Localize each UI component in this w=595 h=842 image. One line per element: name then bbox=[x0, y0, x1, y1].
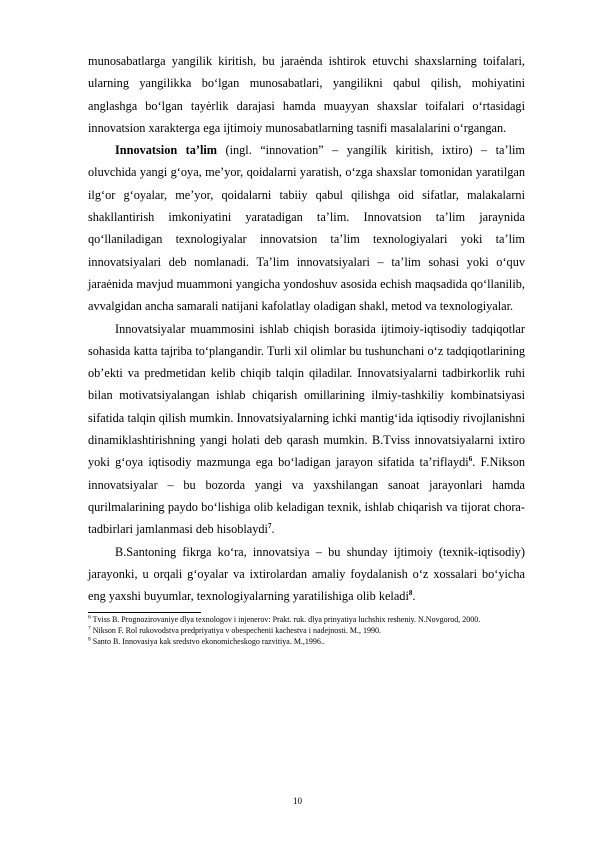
paragraph-4-text-a: B.Santoning fikrga ko‘ra, innovatsiya – bu shunday ijtimoiy (texnik-iqtisodiy) jarayonki, u orqali g‘oyalar va ixtirolardan amaliy foydalanish o‘z xossalari bo‘yicha eng yaxshi buyumlar, texnologiyalarning yaratilishiga olib keladi bbox=[88, 544, 525, 604]
footnote-ref-8[interactable]: 8 bbox=[408, 589, 413, 598]
term-innovatsion-talim: Innovatsion ta’lim bbox=[115, 143, 218, 158]
paragraph-4 bbox=[88, 541, 525, 608]
footnote-text: Santo B. Innovasiya kak sredstvo ekonomicheskogo razvitiya. M.,1996.. bbox=[90, 636, 325, 646]
document-page bbox=[88, 50, 525, 647]
paragraph-3 bbox=[88, 318, 525, 541]
paragraph-4-text-b: . bbox=[412, 589, 416, 604]
paragraph-3-text-c: . bbox=[271, 522, 275, 537]
footnote-text: Tviss B. Prognozirovaniye dlya texnologov i injenerov: Prakt. ruk. dlya prinyatiya luchshix resheniy. N.Novgorod, 2000. bbox=[90, 615, 481, 625]
footnote-7 bbox=[88, 626, 525, 637]
paragraph-3-text-b: . F.Nikson innovatsiyalar – bu bozorda yangi va yaxshilangan sanoat jarayonlari hamda qurilmalarining paydo bo‘lishiga olib keladigan texnik, ishlab chiqarish va tijorat chora-tadbirlari jamlanmasi deb hisoblaydi bbox=[88, 455, 525, 537]
paragraph-3-text-a: Innovatsiyalar muammosini ishlab chiqish borasida ijtimoiy-iqtisodiy tadqiqotlar sohasida katta tajriba to‘plangandir. Turli xil olimlar bu tushunchani o‘z tadqiqotlarining ob’ekti va predmetidan kelib chiqib talqin qiladilar. Innovatsiyalarni tadbirkorlik ruhi bilan motivatsiyalangan ishlab chiqarish omillarining ilmiy-tashkiliy kombinatsiyasi sifatida talqin qilish mumkin. Innovatsiyalarning ichki mantig‘ida iqtisodiy rivojlanishni dinamiklashtirishning yangi holati deb qarash mumkin. B.Tviss innovatsiyalarni ixtiro yoki g‘oya iqtisodiy mazmunga ega bo‘ladigan jarayon sifatida ta’riflaydi bbox=[88, 321, 525, 470]
paragraph-1: munosabatlarga yangilik kiritish, bu jaraėnda ishtirok etuvchi shaxslarning toifalari, ularning yangilikka bo‘lgan munosabatlari, yangilikni qabul qilish, mohiyatini anglashga bo‘lgan tayėrlik darajasi hamda muayyan shaxslar toifalari o‘rtasidagi innovatsion xarakterga ega ijtimoiy munosabatlarning tasnifi masalalarini o‘rgangan. bbox=[88, 54, 525, 135]
paragraph-2-text: (ingl. “innovation” – yangilik kiritish, ixtiro) – ta’lim oluvchida yangi g‘oya, me’yor, qoidalarni yaratish, o‘zga shaxslar tomonidan yaratilgan ilg‘or g‘oyalar, me’yor, qoidalarni tabiiy qabul qilishga oid sifatlar, malakalarni shakllantirish imkoniyatini yaratadigan ta’lim. Innovatsion ta’lim jaraynida qo‘llaniladigan texnologiyalar innovatsion ta’lim texnologiyalari yoki ta’lim innovatsiyalari deb nomlanadi. Ta’lim innovatsiyalari – ta’lim sohasi yoki o‘quv jaraėnida mavjud muammoni yangicha yondoshuv asosida echish maqsadida qo‘llanilib, avvalgidan ancha samarali natijani kafolatlay oladigan shakl, metod va texnologiyalar. bbox=[88, 143, 525, 314]
page-number: 10 bbox=[293, 796, 302, 806]
footnote-6 bbox=[88, 615, 525, 626]
footnote-8 bbox=[88, 637, 525, 648]
footnote-number: 8 bbox=[88, 635, 91, 642]
footnote-text: Nikson F. Rol rukovodstva predpriyatiya v obespechenii kachestva i nadejnosti. M., 1990. bbox=[90, 626, 381, 636]
footnote-divider bbox=[88, 612, 201, 613]
paragraph-2 bbox=[88, 139, 525, 317]
footnote-number: 6 bbox=[88, 614, 91, 621]
footnote-ref-6[interactable]: 6 bbox=[468, 455, 473, 464]
footnote-ref-7[interactable]: 7 bbox=[267, 522, 272, 531]
footnote-number: 7 bbox=[88, 625, 91, 632]
